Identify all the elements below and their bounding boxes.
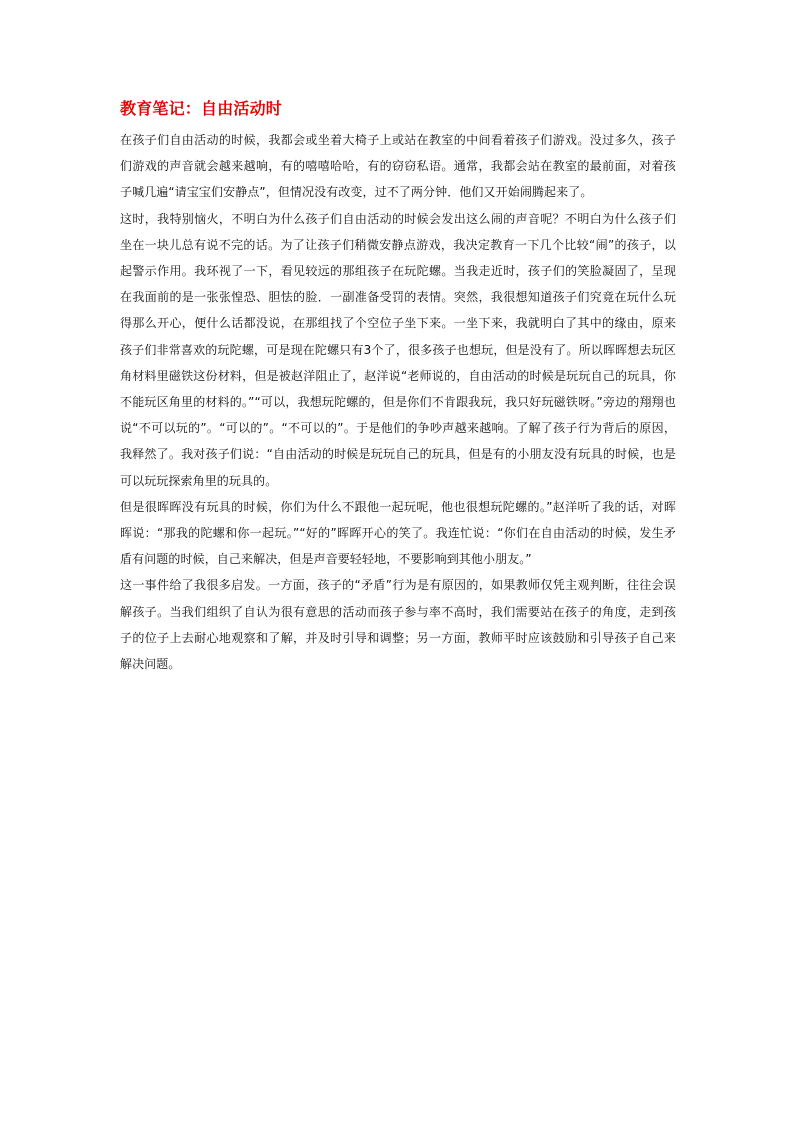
paragraph-4: 这一事件给了我很多启发。一方面，孩子的“矛盾”行为是有原因的，如果教师仅凭主观判断，往往会误解孩子。当我们组织了自认为很有意思的活动而孩子参与率不高时，我们需要站在孩子的角度，走到孩子的位子上去耐心地观察和了解，并及时引导和调整；另一方面，教师平时应该鼓励和引导孩子自己来解决问题。 [120, 578, 676, 672]
paragraph-2: 这时，我特别恼火，不明白为什么孩子们自由活动的时候会发出这么闹的声音呢？不明白为什么孩子们坐在一块儿总有说不完的话。为了让孩子们稍微安静点游戏，我决定教育一下几个比较“闹”的孩子，以起警示作用。我环视了一下，看见较远的那组孩子在玩陀螺。当我走近时，孩子们的笑脸凝固了，呈现在我面前的是一张张惶恐、胆怯的脸．一副准备受罚的表情。突然，我很想知道孩子们究竟在玩什么玩得那么开心，便什么话都没说，在那组找了个空位子坐下来。一坐下来，我就明白了其中的缘由，原来孩子们非常喜欢的玩陀螺，可是现在陀螺只有3个了，很多孩子也想玩，但是没有了。所以晖晖想去玩区角材料里磁铁这份材料，但是被赵洋阻止了，赵洋说“老师说的，自由活动的时候是玩玩自己的玩具，你不能玩区角里的材料的。”“可以，我想玩陀螺的，但是你们不肯跟我玩，我只好玩磁铁呀。”旁边的翔翔也说“不可以玩的”。“可以的”。“不可以的”。于是他们的争吵声越来越响。了解了孩子行为背后的原因，我释然了。我对孩子们说：“自由活动的时候是玩玩自己的玩具，但是有的小朋友没有玩具的时候，也是可以玩玩探索角里的玩具的。 [120, 211, 676, 488]
document-title: 教育笔记：自由活动时 [120, 99, 283, 118]
paragraph-3: 但是很晖晖没有玩具的时候，你们为什么不跟他一起玩呢，他也很想玩陀螺的。”赵洋听了我的话，对晖晖说：“那我的陀螺和你一起玩。”“好的”晖晖开心的笑了。我连忙说：“你们在自由活动的时候，发生矛盾有问题的时候，自己来解决，但是声音要轻轻地，不要影响到其他小朋友。” [120, 499, 676, 567]
paragraph-1: 在孩子们自由活动的时候，我都会或坐着大椅子上或站在教室的中间看着孩子们游戏。没过多久，孩子们游戏的声音就会越来越响，有的嘻嘻哈哈，有的窃窃私语。通常，我都会站在教室的最前面，对着孩子喊几遍“请宝宝们安静点”，但情况没有改变，过不了两分钟．他们又开始闹腾起来了。 [120, 133, 676, 200]
document-body [120, 96, 676, 677]
